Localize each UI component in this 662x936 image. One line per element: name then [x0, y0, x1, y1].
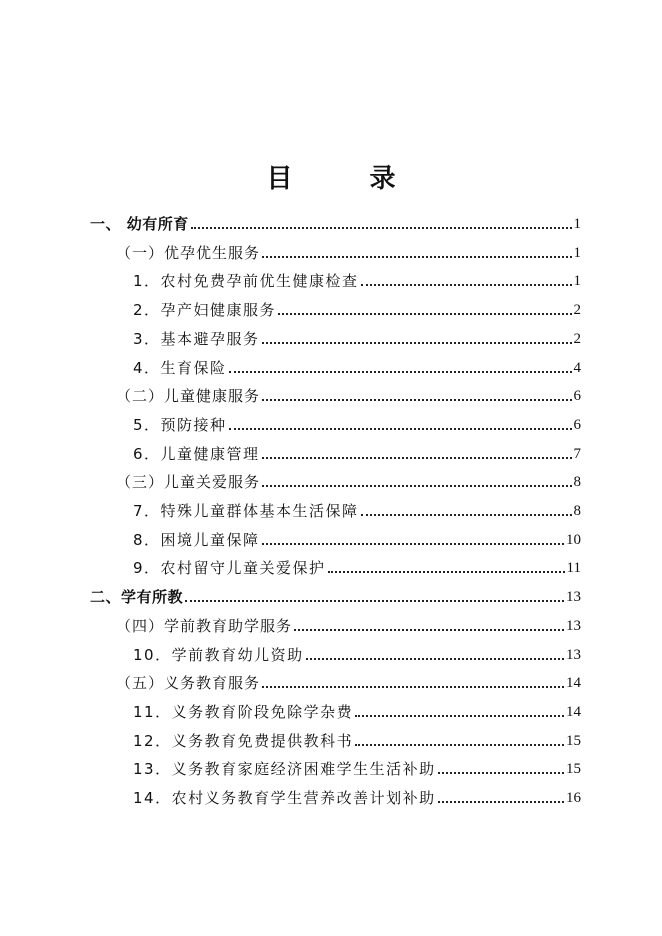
toc-leader-dots — [262, 342, 572, 344]
toc-entry-page-number: 4 — [573, 359, 581, 376]
toc-entry-label: 13．义务教育家庭经济困难学生生活补助 — [133, 760, 436, 779]
toc-entry[interactable] — [133, 267, 581, 291]
toc-entry[interactable] — [133, 296, 581, 320]
toc-entry[interactable] — [133, 354, 581, 378]
toc-entry-page-number: 13 — [566, 617, 581, 634]
toc-leader-dots — [355, 744, 564, 746]
toc-leader-dots — [262, 256, 571, 258]
toc-entry-page-number: 15 — [566, 732, 581, 749]
toc-entry-label: 5．预防接种 — [133, 415, 227, 434]
toc-entry-label: 3．基本避孕服务 — [133, 329, 260, 348]
toc-leader-dots — [294, 629, 564, 631]
toc-entry-label: 2．孕产妇健康服务 — [133, 301, 277, 320]
toc-entry[interactable] — [90, 583, 581, 607]
toc-leader-dots — [438, 801, 564, 803]
toc-entry-page-number: 7 — [573, 445, 581, 462]
toc-leader-dots — [361, 284, 572, 286]
toc-entry-label: 9．农村留守儿童关爱保护 — [133, 559, 326, 578]
toc-entry-label: 8．困境儿童保障 — [133, 530, 260, 549]
toc-leader-dots — [306, 658, 564, 660]
toc-entry-label: 7．特殊儿童群体基本生活保障 — [133, 502, 359, 520]
toc-entry-page-number: 1 — [573, 216, 581, 232]
toc-entry[interactable] — [116, 239, 581, 263]
toc-leader-dots — [191, 227, 572, 229]
toc-leader-dots — [328, 571, 565, 573]
toc-entry-label: 1．农村免费孕前优生健康检查 — [133, 272, 359, 291]
toc-leader-dots — [262, 457, 572, 459]
toc-entry-page-number: 2 — [573, 302, 581, 319]
toc-leader-dots — [262, 543, 564, 545]
toc-entry[interactable] — [133, 325, 581, 349]
toc-leader-dots — [229, 428, 572, 430]
toc-entry-label: 12．义务教育免费提供教科书 — [133, 731, 354, 750]
toc-entry[interactable] — [90, 210, 581, 234]
toc-entry-label: 10．学前教育幼儿资助 — [133, 645, 304, 664]
toc-leader-dots — [278, 313, 571, 315]
toc-entry-page-number: 15 — [566, 761, 581, 778]
toc-entry-page-number: 13 — [566, 646, 581, 663]
toc-entry-label: （一）优孕优生服务 — [116, 243, 261, 262]
toc-entry[interactable] — [133, 497, 581, 521]
toc-leader-dots — [262, 485, 571, 487]
toc-entry-page-number: 2 — [573, 330, 581, 347]
toc-entry[interactable] — [133, 727, 581, 751]
toc-entry[interactable] — [116, 468, 581, 492]
toc-entry[interactable] — [116, 382, 581, 406]
toc-entry-label: 6．儿童健康管理 — [133, 444, 260, 463]
toc-entry-label: （二）儿童健康服务 — [116, 387, 261, 406]
toc-entry-page-number: 11 — [566, 560, 581, 577]
toc-entry-label: 4．生育保险 — [133, 358, 227, 377]
toc-entry-page-number: 10 — [566, 531, 581, 548]
toc-entry[interactable] — [133, 641, 581, 665]
toc-leader-dots — [438, 772, 564, 774]
toc-leader-dots — [185, 600, 564, 602]
toc-entry[interactable] — [133, 411, 581, 435]
toc-entry-label: 二、学有所教 — [90, 588, 184, 607]
toc-entry-label: （三）儿童关爱服务 — [116, 473, 261, 492]
toc-entry[interactable] — [133, 698, 581, 722]
toc-entry-page-number: 1 — [573, 244, 581, 261]
toc-leader-dots — [262, 399, 571, 401]
page-title: 目 录 — [266, 164, 430, 194]
toc-entry[interactable] — [133, 755, 581, 779]
toc-entry[interactable] — [133, 526, 581, 550]
toc-entry[interactable] — [116, 669, 581, 693]
toc-entry-page-number: 8 — [573, 503, 581, 519]
toc-leader-dots — [262, 686, 564, 688]
toc-entry-label: 一、 幼有所育 — [90, 215, 189, 233]
toc-entry[interactable] — [133, 554, 581, 578]
toc-leader-dots — [355, 715, 564, 717]
toc-entry-page-number: 16 — [566, 790, 581, 806]
toc-entry[interactable] — [133, 440, 581, 464]
toc-leader-dots — [229, 371, 572, 373]
toc-entry-page-number: 14 — [566, 703, 581, 720]
toc-entry-label: 14．农村义务教育学生营养改善计划补助 — [133, 789, 436, 807]
toc-entry-label: （四）学前教育助学服务 — [116, 616, 293, 635]
toc-entry-label: （五）义务教育服务 — [116, 674, 261, 693]
toc-entry[interactable] — [133, 784, 581, 808]
toc-entry-page-number: 6 — [573, 388, 581, 405]
toc-entry-page-number: 14 — [566, 675, 581, 692]
toc-entry-label: 11．义务教育阶段免除学杂费 — [133, 702, 354, 721]
toc-entry[interactable] — [116, 612, 581, 636]
toc-entry-page-number: 13 — [566, 589, 581, 606]
toc-entry-page-number: 6 — [573, 416, 581, 433]
toc-leader-dots — [361, 514, 572, 516]
toc-entry-page-number: 8 — [573, 474, 581, 491]
toc-entry-page-number: 1 — [573, 273, 581, 290]
